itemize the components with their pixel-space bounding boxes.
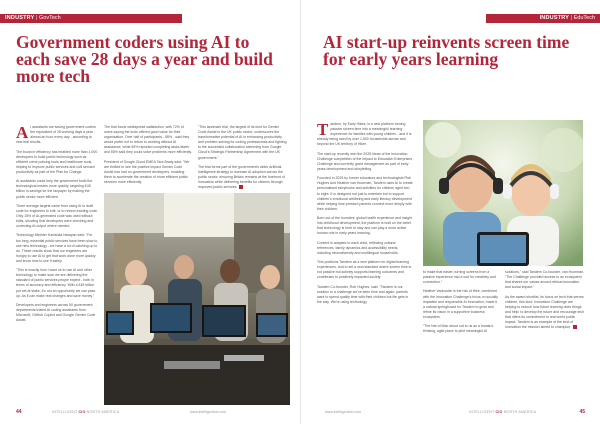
- paragraph: "The Isle of Man stood out to us as a forward-thinking, agile place to pilot meaningful AI: [423, 324, 494, 334]
- article-headline: Government coders using AI to each save 28 days a year and build more tech: [16, 32, 273, 86]
- section-bar: INDUSTRY | EduTech: [486, 14, 600, 23]
- paragraph: Content is adapted to each child, reflecting cultural references, family dynamics and accessibility needs, including neurodiversity and multilingual households.: [317, 240, 399, 255]
- end-mark-icon: [239, 185, 243, 189]
- paragraph: Three average targets came from using AI to draft code for engineers to edit, or to review existing code. Only 15% of AI-generated code was used without edits, showing that developers were checking and correcting AI output where needed.: [16, 203, 98, 229]
- paragraph: andem, by Early Hikes, is a new platform turning passive screen time into a meaningful learning experience for families with young children - and it is already being used by over 1,500 households across and beyond the UK territory of Hiker.: [317, 122, 412, 147]
- page-number: 45: [579, 409, 585, 415]
- article-column-2: [104, 125, 192, 189]
- section-label: INDUSTRY: [5, 15, 35, 21]
- subsection-label: EduTech: [573, 15, 595, 21]
- paragraph: I assistants are saving government coders the equivalent of 28 working days a year - almost an hour every day - according to new trial results.: [16, 125, 96, 145]
- magazine-brand: INTELLIGENT CIO NORTH AMERICA: [52, 410, 120, 414]
- magazine-url[interactable]: www.intelligentcio.com: [190, 410, 227, 414]
- paragraph: to make that easier, turning screens from a passive experience into a tool for creativity and connection.": [423, 270, 496, 285]
- dropcap: A: [16, 123, 29, 142]
- page-number: 44: [16, 409, 22, 415]
- paragraph: Tandem Co-founder, Rob Hughes, said: "Tandem is our solution to a challenge we've seen time and again: parents want to spend quality time with their children but life gets in the way. We're using technology: [317, 284, 409, 304]
- article-headline: AI start-up reinvents screen time for early years learning: [323, 32, 570, 69]
- paragraph: The boost in efficiency has enabled more than 1,000 developers to build public technology such as efficient crime policing tools and healthcare tools, helping to improve public services and civil servant productivity as part of the Plan for Change.: [16, 149, 98, 174]
- paragraph: Developers and engineers across 50 government departments trialed AI coding assistants from Microsoft, GitHub Copilot and Google Gemini Code Assist.: [16, 302, 96, 323]
- paragraph: Born out of the founders' global health experience and insight into childhood development, the platform is built on the belief that technology is here to stay and can play a more active human role in early years learning.: [317, 216, 413, 236]
- article-column-3: [198, 125, 288, 195]
- article-column-3: [505, 270, 585, 334]
- paragraph: Heather Vanhoutte is the risk of Hike, combined with the Innovation Challenge's focus on socially impactful and responsible AI innovation, made it a natural springboard for Tandem to grow and refine its vision in a supportive business ecosystem.: [423, 289, 498, 319]
- paragraph: As the award shortlist, its focus on tech that serves children, this kind: Innovation Challenge are helping to reduce how future learning does things and help: to develop the future and encourage tech that offers its commitment to real world public impact. Tandem is an example of the kind of innovation the mission aimed to champion.: [505, 294, 585, 330]
- paragraph: This positions Tandem as a new platform for digital learning experiences, and to set a new standard where screen time is not passive but actively supports learning outcomes and contributes to positively impacted society.: [317, 260, 412, 280]
- magazine-brand: INTELLIGENT CIO NORTH AMERICA: [469, 410, 537, 414]
- section-bar: INDUSTRY | GovTech: [0, 14, 182, 23]
- office-developers-photo: [104, 193, 290, 405]
- paragraph: "This landmark trial, the largest of its kind for Gemini Code Assist in the UK public sector, underscores the transformative potential of AI in enhancing productivity and problem-solving for coding professionals and fighting to the successful collaboration stemming from Google Cloud's Strategic Partnership Agreement with the UK government.": [198, 125, 287, 160]
- paragraph: The trial forms part of the government's wider Artificial Intelligence strategy to increase AI adoption across the public sector, ensuring Britain remains at the forefront of innovation while delivering benefits for citizens through improved public services.: [198, 164, 285, 190]
- right-page: [300, 0, 600, 424]
- paragraph: "This is exactly how I want us to use AI and other technology to make sure we are delivering the standard of public services people expect - both in terms of accuracy and efficiency. With a £45 billion pot set at stake, it's not an opportunity we can pass up. As it can make real changes and save money.": [16, 268, 96, 298]
- dropcap: T: [317, 120, 329, 139]
- page-footer: [0, 408, 300, 416]
- article-column-1: [16, 125, 98, 328]
- magazine-url[interactable]: www.intelligentcio.com: [325, 410, 362, 414]
- page-footer: [301, 408, 600, 416]
- end-mark-icon: [573, 325, 577, 329]
- paragraph: The trial found widespread satisfaction, with 72% of users saying the tools offered good value for their organisation. Over half of participants - 58% - said they would prefer not to return to working without AI assistance, while 65% reported completing tasks faster and 56% said they could solve problems more efficiently.: [104, 125, 192, 155]
- subsection-label: GovTech: [39, 15, 61, 21]
- children-headphones-photo: [423, 120, 583, 266]
- paragraph: President of Google Cloud EMEA Tara Brady said: "We are thrilled to see the positive impact Gemini Code Assist has had on government developers, enabling them to accelerate the creation of more efficient public services more efficiently.: [104, 159, 190, 185]
- paragraph: Founded in 2025 by former educators and technologists Rob Hughes and Heather van Hoorman, Tandem uses AI to create personalised storybooks and activities for children aged two to eight. It is designed not just to entertain but to support children's emotional wellbeing and early literacy development while helping time-pressed parents connect more deeply with their children.: [317, 176, 413, 211]
- section-label: INDUSTRY: [539, 15, 570, 21]
- article-column-1: [317, 122, 413, 309]
- article-column-2: [423, 270, 499, 339]
- paragraph: AI assistants could help the government build the technological means more quickly, targeting £45 billion in savings for the taxpayer by making the public sector more efficient.: [16, 179, 93, 199]
- paragraph: solutions," said Tandem Co-founder, van Hoorman. "The Challenge provided access to an ecosystem that shares our values around ethical innovation and social impact.": [505, 270, 584, 290]
- paragraph: Technology Minister Kanishka Narayan said: "For too long, essential public services have been slow to use new technology - we have a lot of catching up to do. These results show that our engineers are hungry to use AI to get that work done more quickly and know how to use it safely.: [16, 233, 98, 263]
- paragraph: The start-up recently won the 2025 Ideas of the Innovation Challenge competition of the Impact to Education Enterprises Challenge and currently grant management as part of early years development and storytelling.: [317, 151, 412, 171]
